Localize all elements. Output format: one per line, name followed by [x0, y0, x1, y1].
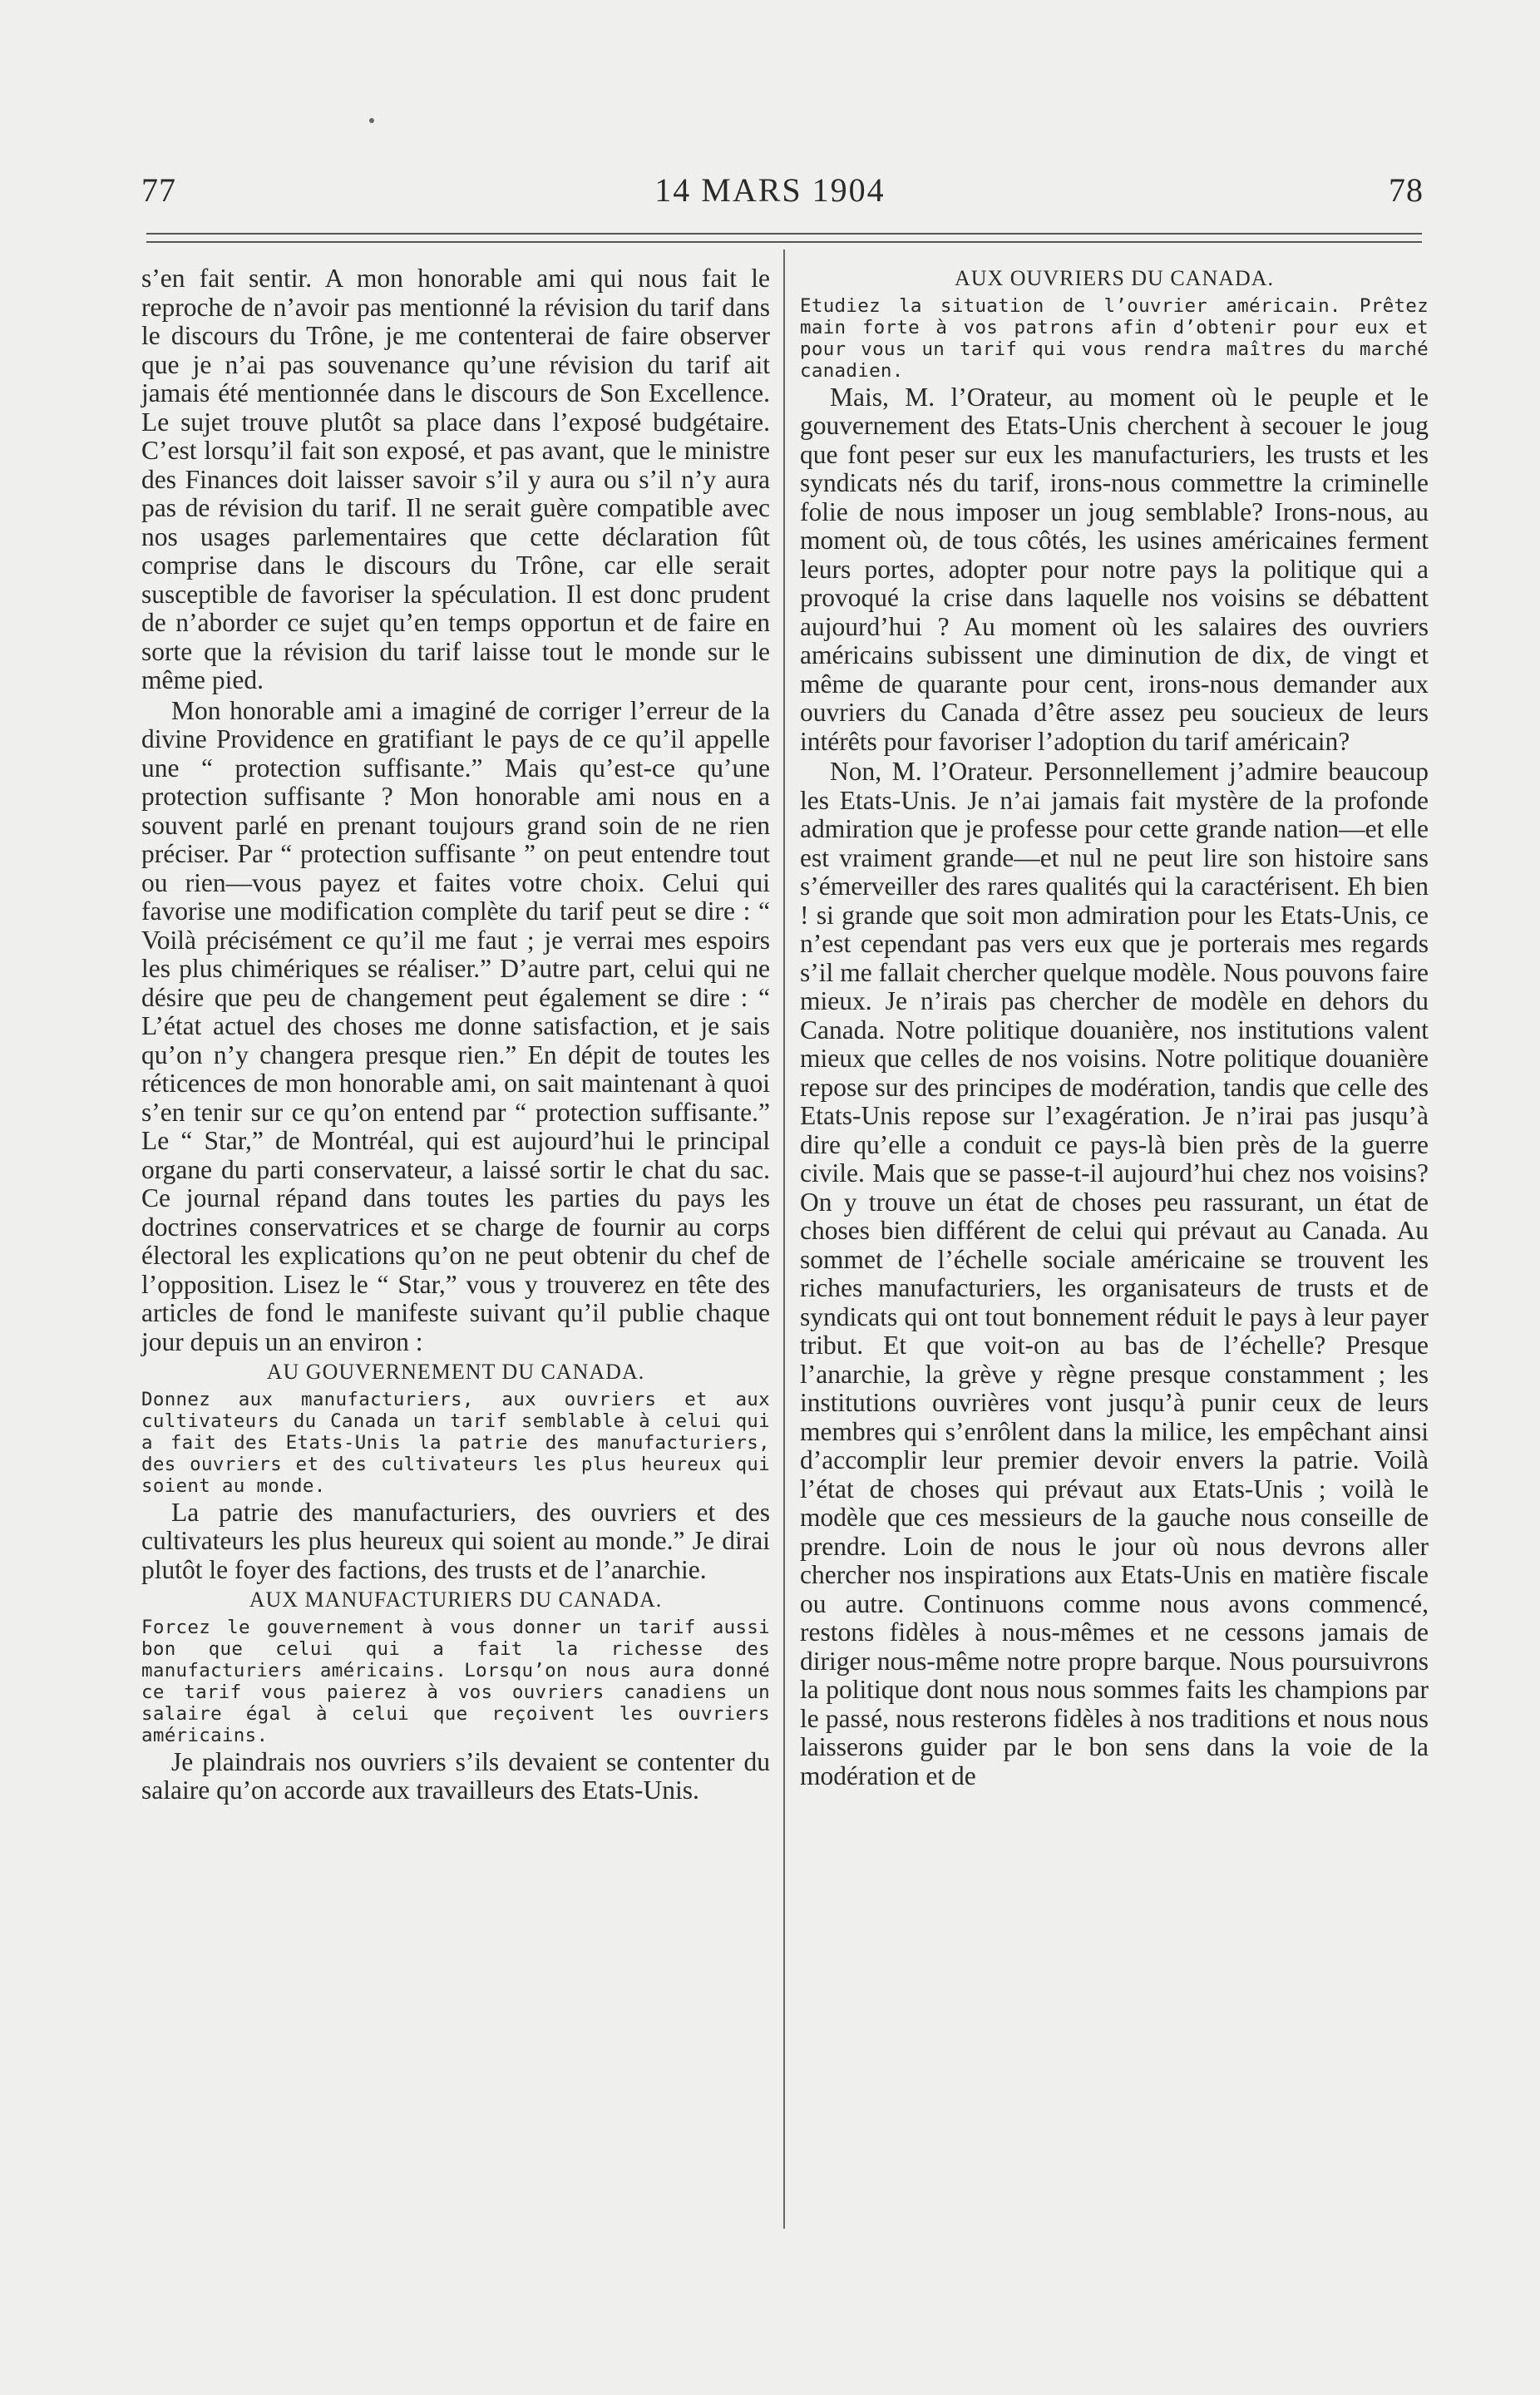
right-paragraph-1: Mais, M. l’Orateur, au moment où le peuple et le gouvernement des Etats-Unis cherchent à secouer le joug que font peser sur eux les manufacturiers, les trusts et les syndicats nés du tarif, irons-nous commettre la criminelle folie de nous imposer un joug semblable? Irons-nous, au moment où, de tous côtés, les usines américaines ferment leurs portes, adopter pour notre pays la politique qui a provoqué la crise dans laquelle nos voisins se débattent aujourd’hui ? Au moment où les salaires des ouvriers américains subissent une diminution de dix, de vingt et même de quarante pour cent, irons-nous demander aux ouvriers du Canada d’être assez peu soucieux de leurs intérêts pour favoriser l’adoption du tarif américain? — [800, 382, 1429, 756]
left-paragraph-4: Je plaindrais nos ouvriers s’ils devaient se contenter du salaire qu’on accorde aux travailleurs des Etats-Unis. — [141, 1746, 770, 1805]
header-rule-bottom — [146, 241, 1422, 243]
section-heading-gouvernement: AU GOUVERNEMENT DU CANADA. — [266, 1360, 645, 1384]
header-rule-top — [146, 233, 1422, 235]
left-paragraph-3: La patrie des manufacturiers, des ouvriers et des cultivateurs les plus heureux qui soient au monde.” Je dirai plutôt le foyer des factions, des trusts et de l’anarchie. — [141, 1497, 770, 1584]
page-number-left: 77 — [141, 171, 176, 209]
page-number-right: 78 — [1389, 171, 1424, 209]
manifesto-quote-manufacturiers: Forcez le gouvernement à vous donner un tarif aussi bon que celui qui a fait la richesse des manufacturiers américains. Lorsqu’on nous aura donné ce tarif vous paierez à vos ouvriers canadiens un salaire égal à celui que reçoivent les ouvriers américains. — [141, 1616, 770, 1746]
left-paragraph-1: s’en fait sentir. A mon honorable ami qui nous fait le reproche de n’avoir pas mentionné la révision du tarif dans le discours du Trône, je me contenterai de faire observer que je n’ai pas souvenance qu’une révision du tarif ait jamais été mentionnée dans le discours de Son Excellence. Le sujet trouve plutôt sa place dans l’exposé budgétaire. C’est lorsqu’il fait son exposé, et pas avant, que le ministre des Finances doit laisser savoir s’il y aura ou s’il n’y aura pas de révision du tarif. Il ne serait guère compatible avec nos usages parlementaires que cette déclaration fût comprise dans le discours du Trône, car elle serait susceptible de favoriser la spéculation. Il est donc prudent de n’aborder ce sujet qu’en temps opportun et de faire en sorte que la révision du tarif laisse tout le monde sur le même pied. — [141, 264, 770, 694]
right-paragraph-2: Non, M. l’Orateur. Personnellement j’admire beaucoup les Etats-Unis. Je n’ai jamais fait mystère de la profonde admiration que je professe pour cette grande nation—et elle est vraiment grande—et nul ne peut lire son histoire sans s’émerveiller des rares qualités qui la caractérisent. Eh bien ! si grande que soit mon admiration pour les Etats-Unis, ce n’est cependant pas vers eux que je porterais mes regards s’il me fallait chercher quelque modèle. Nous pouvons faire mieux. Je n’irais pas chercher de modèle en dehors du Canada. Notre politique douanière, nos institutions valent mieux que celles de nos voisins. Notre politique douanière repose sur des principes de modération, tandis que celle des Etats-Unis repose sur l’exagération. Je n’irai pas jusqu’à dire qu’elle a conduit ce pays-là bien près de la guerre civile. Mais que se passe-t-il aujourd’hui chez nos voisins? On y trouve un état de choses peu rassurant, un état de choses bien différent de celui qui prévaut au Canada. Au sommet de l’échelle sociale américaine se trouvent les riches manufacturiers, les organisateurs de trusts et de syndicats qui ont tout bonnement réduit le pays à leur payer tribut. Et que voit-on au bas de l’échelle? Presque l’anarchie, la grève y règne presque constamment ; les institutions ouvrières vont jusqu’à punir ceux de leurs membres qui s’enrôlent dans la milice, les empêchant ainsi d’accomplir leur premier devoir envers la patrie. Voilà l’état de choses qui prévaut aux Etats-Unis ; voilà le modèle que ces messieurs de la gauche nous conseille de prendre. Loin de nous le jour où nous devrons aller chercher nos inspirations aux Etats-Unis en matière fiscale ou autre. Continuons comme nous avons commencé, restons fidèles à nous-mêmes et ne cessons jamais de diriger nous-même notre propre barque. Nous poursuivrons la politique dont nous nous sommes faits les champions par le passé, nous resterons fidèles à nos traditions et nous nous laisserons guider par le bon sens dans la voie de la modération et de — [800, 757, 1429, 1790]
section-heading-ouvriers: AUX OUVRIERS DU CANADA. — [954, 266, 1275, 290]
speck-mark — [369, 118, 374, 123]
page-date-heading: 14 MARS 1904 — [654, 171, 886, 209]
section-heading-manufacturiers: AUX MANUFACTURIERS DU CANADA. — [249, 1588, 663, 1612]
manifesto-quote-ouvriers: Etudiez la situation de l’ouvrier américain. Prêtez main forte à vos patrons afin d’obtenir pour eux et pour vous un tarif qui vous rendra maîtres du marché canadien. — [800, 294, 1429, 382]
column-divider — [783, 249, 785, 2229]
left-paragraph-2: Mon honorable ami a imaginé de corriger l’erreur de la divine Providence en gratifiant le pays de ce qu’il appelle une “ protection suffisante.” Mais qu’est-ce qu’une protection suffisante ? Mon honorable ami nous en a souvent parlé en prenant toujours grand soin de ne rien préciser. Par “ protection suffisante ” on peut entendre tout ou rien—vous payez et faites votre choix. Celui qui favorise une modification complète du tarif peut se dire : “ Voilà précisément ce qu’il me faut ; je verrai mes espoirs les plus chimériques se réaliser.” D’autre part, celui qui ne désire que peu de changement peut également se dire : “ L’état actuel des choses me donne satisfaction, et je sais qu’on n’y changera presque rien.” En dépit de toutes les réticences de mon honorable ami, on sait maintenant à quoi s’en tenir sur ce qu’on entend par “ protection suffisante.” Le “ Star,” de Montréal, qui est aujourd’hui le principal organe du parti conservateur, a laissé sortir le chat du sac. Ce journal répand dans toutes les parties du pays les doctrines conservatrices et se charge de fournir au corps électoral les explications qu’on ne peut obtenir du chef de l’opposition. Lisez le “ Star,” vous y trouverez en tête des articles de fond le manifeste suivant qu’il publie chaque jour depuis un an environ : — [141, 695, 770, 1356]
manifesto-quote-gouvernement: Donnez aux manufacturiers, aux ouvriers et aux cultivateurs du Canada un tarif semblable à celui qui a fait des Etats-Unis la patrie des manufacturiers, des ouvriers et des cultivateurs les plus heureux qui soient au monde. — [141, 1388, 770, 1497]
right-column — [800, 264, 1429, 1790]
left-column — [141, 264, 770, 1805]
